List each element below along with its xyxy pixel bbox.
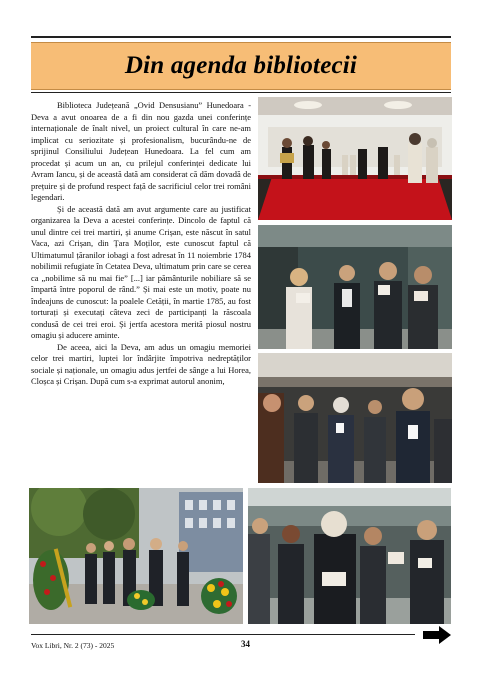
issue-label: Vox Libri, Nr. 2 (73) - 2025 (31, 641, 115, 650)
page-footer (31, 639, 451, 653)
article-paragraph: De aceea, aici la Deva, am adus un omagiu memoriei celor trei martiri, luptei lor îndârjite împotriva nedreptăților sociale și naționale, un omagiu adus jertfei de sânge a lui Horea, Cloșca și Crișan. După cum s-a exprimat autorul anonim, (31, 341, 251, 386)
photo-stage-costumes (258, 97, 452, 220)
banner-rule-bottom (31, 92, 451, 93)
footer-rule (31, 634, 415, 635)
article-paragraph: Biblioteca Județeană „Ovid Densusianu” Hunedoara - Deva a avut onoarea de a fi din nou gazda unei conferințe internaționale de înalt nivel, un proiect cultural în care ne-am implicat cu seriozitate și profesionalism, bucurându-ne de sprijinul Consiliului Județean Hunedoara. La fel cum am procedat și acum un an, cu prilejul conferinței dedicate lui Avram Iancu, și de această dată am considerat că dăm dovadă de prețuire și de profund respect față de sacrificiul celor trei români legendari. (31, 100, 251, 202)
photo-wreath-procession (29, 488, 243, 624)
arrow-right-icon[interactable] (423, 626, 451, 644)
article-text (31, 100, 251, 486)
page-number: 34 (241, 639, 250, 649)
photo-book-distribution (258, 225, 452, 349)
photo-attendees-badges (258, 353, 452, 483)
photo-women-with-books (248, 488, 451, 624)
top-rule-thick (31, 36, 451, 38)
article-paragraph: Și de această dată am avut argumente care au justificat organizarea la Deva a acestei conferințe. Dincolo de faptul că unul dintre cei trei martiri, și anume Crișan, este născut în satul Vaca, azi Crișan, din Țara Moților, este cunoscut faptul că Ultimatumul țăranilor iobagi a fost adresat în 11 noiembrie 1784 nobilimii refugiate în Cetatea Deva, ultimatum prin care se cerea ca „nobilime să nu mai fie” [...] iar pământurile nobiliare să se împartă între poporul de rând.” Și mai este un motiv, poate nu îndeajuns de cunoscut: la poalele Cetății, în martie 1785, au fost torturați și executați câteva zeci de participanți la răscoala condusă de cei trei eroi. Și jertfa acestora merită piosul nostru omagiu și aducere aminte. (31, 203, 251, 340)
section-banner (31, 42, 451, 90)
section-title: Din agenda bibliotecii (124, 52, 358, 79)
